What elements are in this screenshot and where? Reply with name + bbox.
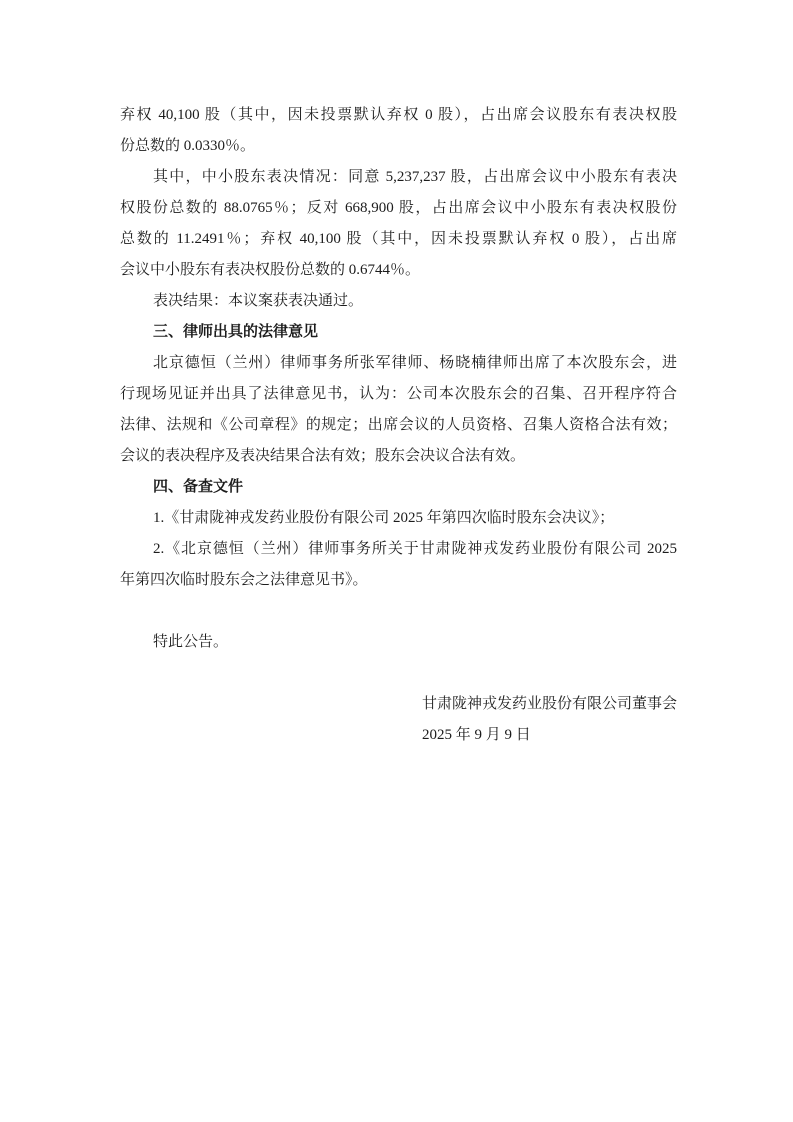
closing-line: 特此公告。 (153, 634, 229, 650)
announcement-body (120, 100, 677, 751)
vote-result-line: 表决结果：本议案获表决通过。 (153, 293, 364, 309)
paragraph-line: 总数的 11.2491％；弃权 40,100 股（其中，因未投票默认弃权 0 股），占出席 (120, 231, 677, 247)
paragraph-line: 会议的表决程序及表决结果合法有效；股东会决议合法有效。 (120, 448, 526, 464)
signature-company: 甘肃陇神戎发药业股份有限公司董事会 (421, 696, 677, 712)
blank-line (120, 596, 677, 627)
paragraph-line: 权股份总数的 88.0765％；反对 668,900 股，占出席会议中小股东有表决权股份 (120, 200, 677, 216)
paragraph-line: 行现场见证并出具了法律意见书，认为：公司本次股东会的召集、召开程序符合 (120, 386, 677, 402)
paragraph-line: 法律、法规和《公司章程》的规定；出席会议的人员资格、召集人资格合法有效； (120, 417, 677, 433)
section-heading-reference-documents: 四、备查文件 (153, 479, 244, 495)
paragraph-line: 北京德恒（兰州）律师事务所张军律师、杨晓楠律师出席了本次股东会，进 (153, 355, 677, 371)
reference-document-item: 2.《北京德恒（兰州）律师事务所关于甘肃陇神戎发药业股份有限公司 2025 (153, 541, 677, 557)
paragraph-line: 会议中小股东有表决权股份总数的 0.6744％。 (120, 262, 421, 278)
signature-block (422, 689, 677, 751)
reference-document-item: 年第四次临时股东会之法律意见书》。 (120, 572, 368, 588)
reference-document-item: 1.《甘肃陇神戎发药业股份有限公司 2025 年第四次临时股东会决议》； (153, 510, 615, 526)
section-heading-legal-opinion: 三、律师出具的法律意见 (153, 324, 319, 340)
signature-date: 2025 年 9 月 9 日 (421, 727, 531, 743)
paragraph-line: 弃权 40,100 股（其中，因未投票默认弃权 0 股），占出席会议股东有表决权股 (120, 107, 677, 123)
blank-line (120, 658, 677, 689)
paragraph-line: 份总数的 0.0330％。 (120, 138, 256, 154)
paragraph-line: 其中，中小股东表决情况：同意 5,237,237 股，占出席会议中小股东有表决 (153, 169, 677, 185)
